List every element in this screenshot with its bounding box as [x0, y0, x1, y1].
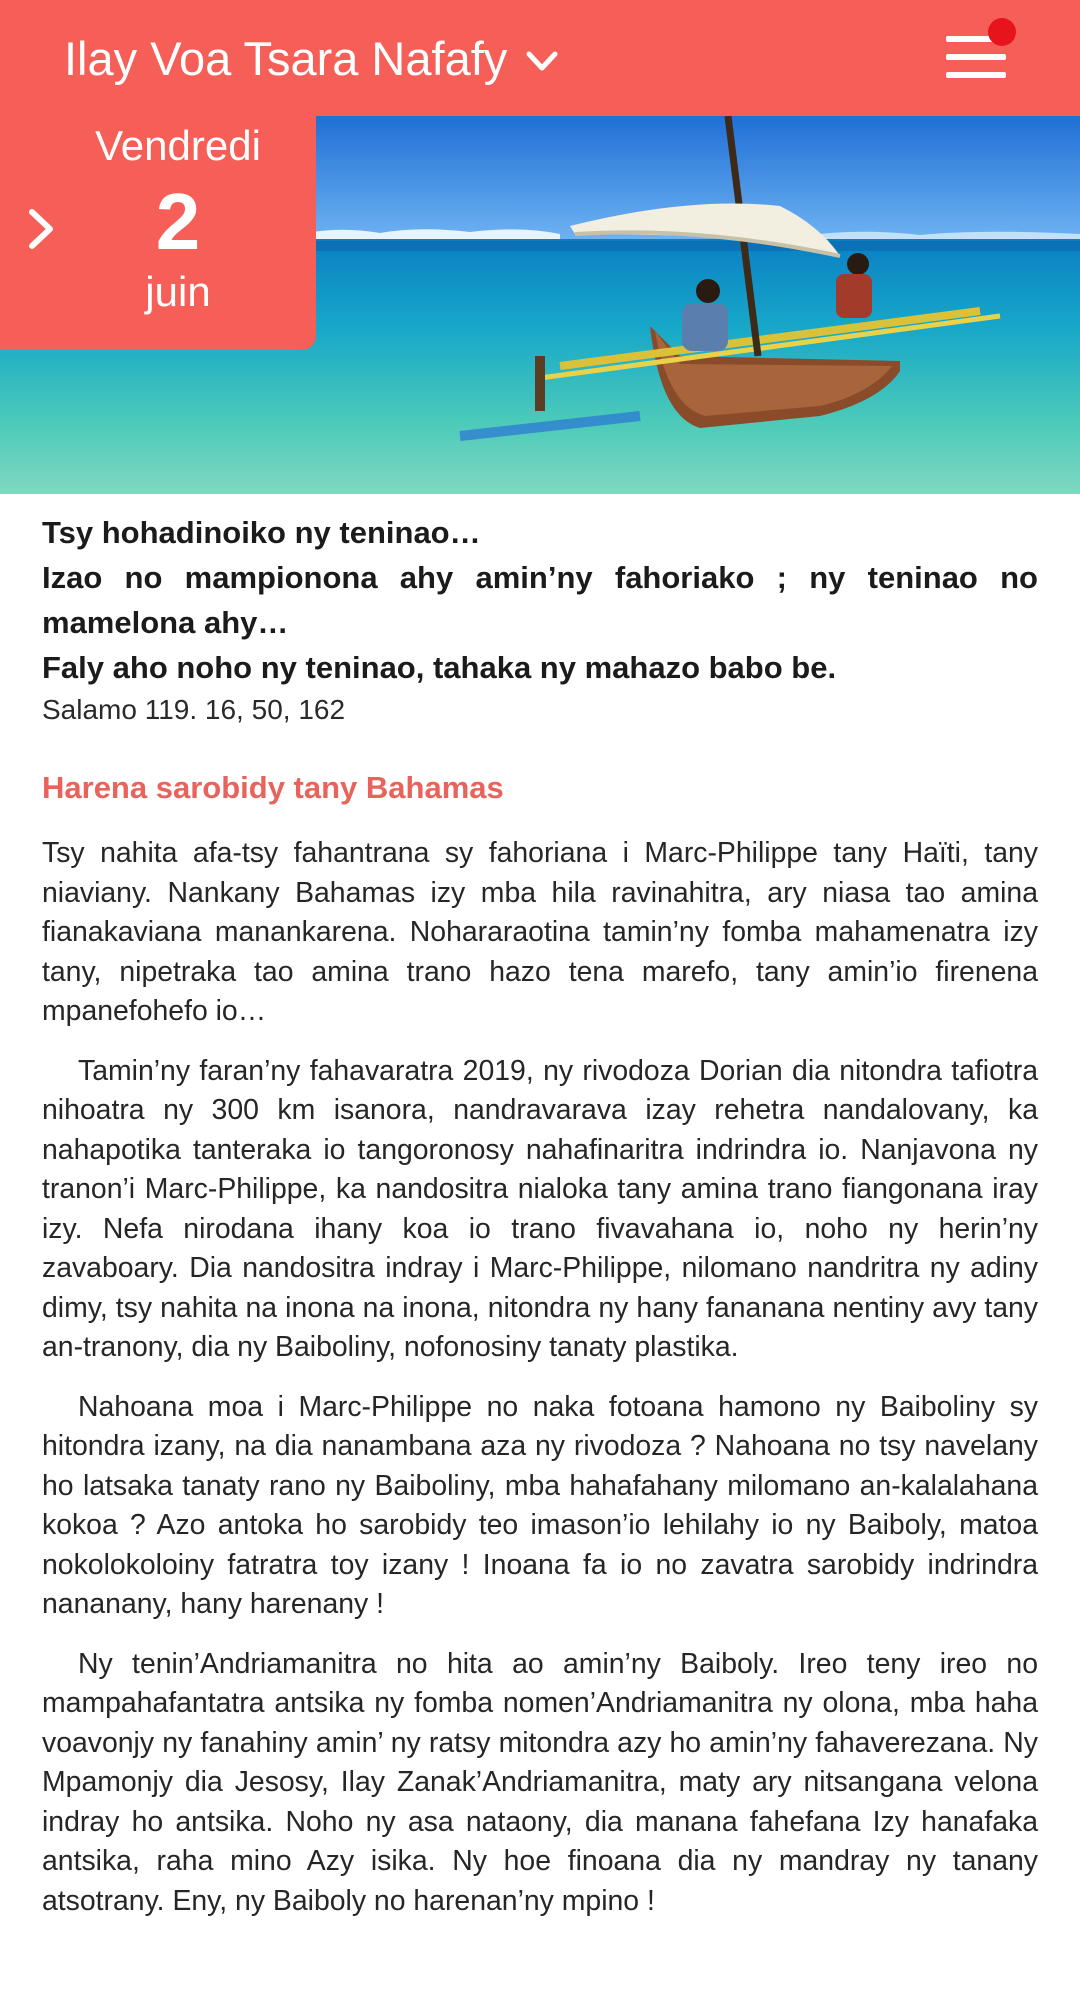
article-paragraph: Tamin’ny faran’ny fahavaratra 2019, ny rivodoza Dorian dia nitondra tafiotra nihoatra ny 300 km isanora, nandravarava izay rehetra nandalovany, ka nahapotika tanteraka io tangoronosy nahafinaritra indrindra io. Nanjavona ny tranon’i Marc-Philippe, ka nandositra nialoka tany amina trano fiangonana iray izy. Nefa nirodana ihany koa io trano fivavahana io, noho ny herin’ny zavaboary. Dia nandositra indray i Marc-Philippe, nilomano nandritra ny adiny dimy, tsy nahita na inona na inona, nitondra ny hany fananana nentiny avy tany an-tranony, dia ny Baiboliny, nofonosiny tanaty plastika.: [42, 1054, 1038, 1363]
hamburger-menu-icon-bar: [946, 72, 1006, 78]
date-month: juin: [145, 268, 211, 315]
verse-line: Faly aho noho ny teninao, tahaka ny mahazo babo be.: [42, 650, 837, 685]
app-title: Ilay Voa Tsara Nafafy: [64, 31, 508, 85]
article-paragraph: Nahoana moa i Marc-Philippe no naka fotoana hamono ny Baiboliny sy hitondra izany, na dia nanambana aza ny rivodoza ? Nahoana no tsy navelany ho latsaka tanaty rano ny Baiboliny, mba hahafahany milomano an-kalalahana kokoa ? Azo antoka ho sarobidy teo imason’io lehilahy io ny Baiboly, matoa nokolokoloiny fatratra toy izany ! Inoana fa io no zavatra sarobidy indrindra nananany, hany harenany !: [42, 1390, 1038, 1620]
date-day: 2: [155, 177, 201, 266]
chevron-down-icon: [525, 42, 559, 74]
hamburger-menu-icon-bar: [946, 54, 1006, 60]
article-paragraph: Ny tenin’Andriamanitra no hita ao amin’ny Baiboly. Ireo teny ireo no mampahafantatra antsika ny fomba nomen’Andriamanitra ny olona, mba haha voavonjy ny fanahiny amin’ ny ratsy mitondra azy ho amin’ny fahaverezana. Ny Mpamonjy dia Jesosy, Ilay Zanak’Andriamanitra, maty ary nitsangana velona indray ho antsika. Noho ny asa nataony, dia manana fahefana Izy hanafaka antsika, raha mino Azy isika. Ny hoe finoana dia ny mandray ny tanany atsotrany. Eny, ny Baiboly no harenan’ny mpino !: [42, 1647, 1038, 1917]
title-dropdown[interactable]: [64, 0, 559, 116]
article-paragraph: Tsy nahita afa-tsy fahantrana sy fahoriana i Marc-Philippe tany Haïti, tany niaviany. Nankany Bahamas izy mba hila ravinahitra, ary niasa tao amina fianakaviana manankarena. Nohararaotina tamin’ny fomba mahamenatra izy tany, nipetraka tao amina trano hazo tena marefo, tany amin’io firenena mpanefohefo io…: [42, 837, 1038, 1027]
notification-dot: [988, 18, 1016, 46]
article-title: Harena sarobidy tany Bahamas: [42, 770, 504, 805]
verse-line: Izao no mampionona ahy amin’ny fahoriako ; ny teninao no mamelona ahy…: [42, 560, 1038, 640]
date-weekday: Vendredi: [95, 122, 261, 169]
verse-line: Tsy hohadinoiko ny teninao…: [42, 515, 481, 550]
menu-button[interactable]: [940, 30, 1020, 90]
reading-content: [42, 510, 1038, 1941]
app-bar: [0, 0, 1080, 116]
verse-reference: Salamo 119. 16, 50, 162: [42, 694, 346, 725]
date-card: [0, 116, 316, 350]
